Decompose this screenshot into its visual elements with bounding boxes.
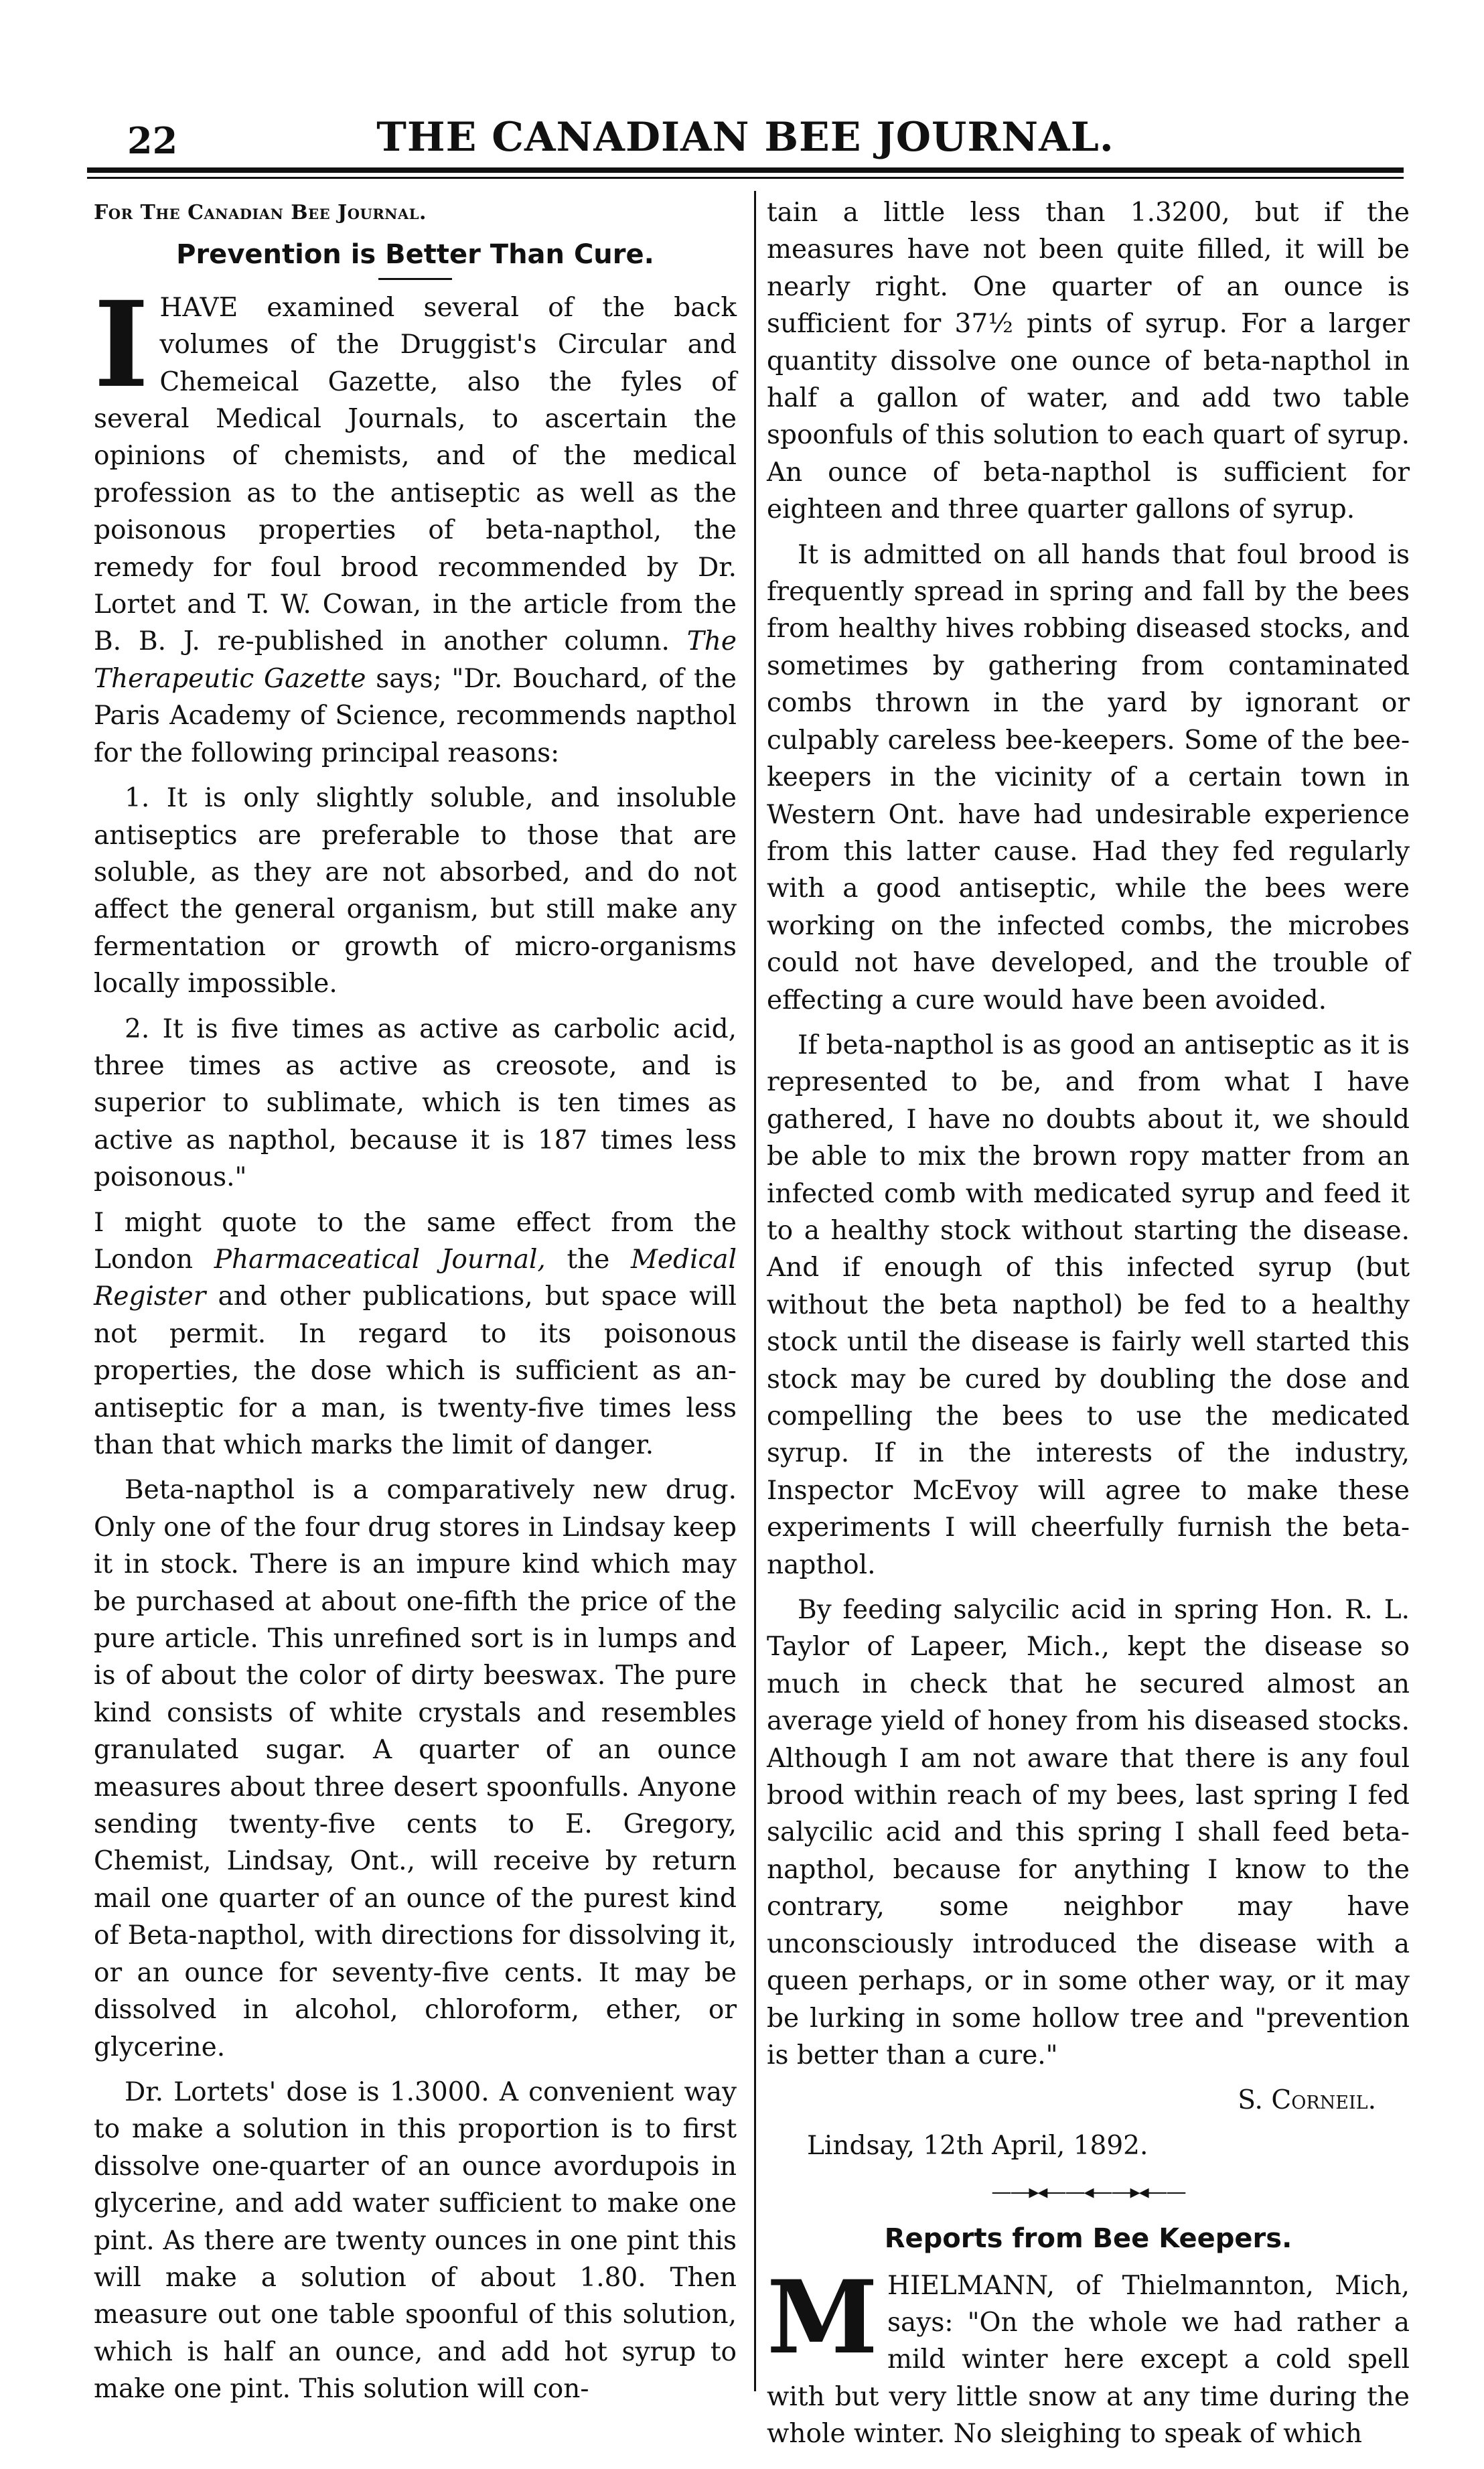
- article-title: Prevention is Better Than Cure.: [176, 239, 654, 271]
- column-divider: [754, 191, 756, 2391]
- salycilic-paragraph: By feeding salycilic acid in spring Hon. R. L. Taylor of Lapeer, Mich., kept the disease so much in check that he secured almost an average yield of honey from his diseased stocks. Although I am not aware that there is any foul brood within reach of my bees, last spring I fed salycilic acid and this spring I shall feed beta-napthol, because for anything I know to the contrary, some neighbor may have unconsciously introduced the disease with a queen perhaps, or in some other way, or it may be lurking in some hollow tree and "prevention is better than a cure.": [767, 1595, 1410, 2070]
- point-one: 1. It is only slightly soluble, and insoluble antiseptics are preferable to those that are soluble, as they are not absorbed, and do not affect the general organism, but still make any fermentation or growth of micro-organisms locally impossible.: [94, 783, 737, 999]
- left-column: [94, 194, 737, 2416]
- intro-tail: says; "Dr. Bouchard, of the Paris Academy of Science, recommends napthol for the following principal reasons:: [94, 663, 737, 768]
- header-rule-thin: [87, 177, 1404, 179]
- page-number: 22: [127, 119, 178, 162]
- drop-cap-i: I: [94, 275, 149, 414]
- quote-b: the: [567, 1244, 610, 1275]
- report-text: HIELMANN, of Thielmannton, Mich, says: "On the whole we had rather a mild winter here except a cold spell with but very little snow at any time during the whole winter. No sleighing to speak of which: [767, 2270, 1410, 2450]
- dateline: Lindsay, 12th April, 1892.: [807, 2130, 1148, 2161]
- header-rule-thick: [87, 167, 1404, 173]
- quote-paragraph: [94, 1204, 737, 1464]
- continuation-paragraph: tain a little less than 1.3200, but if the measures have not been quite filled, it will be nearly right. One quarter of an ounce is sufficient for 37½ pints of syrup. For a larger quantity dissolve one ounce of beta-napthol in half a gallon of water, and add two table spoonfuls of this solution to each quart of syrup. An ounce of beta-napthol is sufficient for eighteen and three quarter gallons of syrup.: [767, 198, 1410, 525]
- quote-a: I might quote to the same effect from the London: [94, 1207, 737, 1275]
- beta-napthol-paragraph: Beta-napthol is a comparatively new drug. Only one of the four drug stores in Lindsay keep it in stock. There is an impure kind which may be purchased at about one-fifth the price of the pure article. This unrefined sort is in lumps and is of about the color of dirty beeswax. The pure kind consists of white crystals and resembles granulated sugar. A quarter of an ounce measures about three desert spoonfulls. Anyone sending twenty-five cents to E. Gregory, Chemist, Lindsay, Ont., will receive by return mail one quarter of an ounce of the purest kind of Beta-napthol, with directions for dissolving it, or an ounce for seventy-five cents. It may be dissolved in alcohol, chloroform, ether, or glycerine.: [94, 1475, 737, 2062]
- drop-cap-m: M: [767, 2258, 879, 2377]
- dose-paragraph: Dr. Lortets' dose is 1.3000. A convenient way to make a solution in this proportion is to first dissolve one-quarter of an ounce avordupois in glycerine, and add water sufficient to make one pint. As there are twenty ounces in one pint this will make a solution of about 1.80. Then measure out one table spoonful of this solution, which is half an ounce, and add hot syrup to make one pint. This solution will con-: [94, 2076, 737, 2405]
- report-paragraph: [767, 2258, 1410, 2453]
- page-header: [87, 114, 1404, 167]
- reports-title: Reports from Bee Keepers.: [884, 2223, 1292, 2255]
- quote-c: and other publications, but space will not permit. In regard to its poisonous properties, the dose which is sufficient as an- antiseptic for a man, is twenty-five times less than that which marks the limit of danger.: [94, 1281, 737, 1460]
- right-column: [767, 194, 1410, 2461]
- journal-title: THE CANADIAN BEE JOURNAL.: [376, 114, 1114, 161]
- for-line: For The Canadian Bee Journal.: [94, 201, 427, 224]
- quote-italic-2: Medical Register: [94, 1244, 737, 1312]
- intro-text: HAVE examined several of the back volumes of the Druggist's Circular and Chemeical Gazette, also the fyles of several Medical Journals, to ascertain the opinions of chemists, and of the medical profession as to the antiseptic as well as the poisonous properties of beta-napthol, the remedy for foul brood recommended by Dr. Lortet and T. W. Cowan, in the article from the B. B. J. re-published in another column.: [94, 292, 737, 657]
- point-two: 2. It is five times as active as carbolic acid, three times as active as creosote, and is superior to sublimate, which is ten times as active as napthol, because it is 187 times less poisonous.": [94, 1013, 737, 1193]
- title-rule: [378, 278, 452, 280]
- experiment-paragraph: If beta-napthol is as good an antiseptic as it is represented to be, and from what I have gathered, I have no doubts about it, we should be able to mix the brown ropy matter from an infected comb with medicated syrup and feed it to a healthy stock without starting the disease. And if enough of this infected syrup (but without the beta napthol) be fed to a healthy stock until the disease is fairly well started this stock may be cured by doubling the dose and compelling the bees to use the medicated syrup. If in the interests of the industry, Inspector McEvoy will agree to make these experiments I will cheerfully furnish the beta-napthol.: [767, 1030, 1410, 1580]
- signature: S. Corneil.: [1238, 2085, 1376, 2116]
- foul-brood-paragraph: It is admitted on all hands that foul brood is frequently spread in spring and fall by the bees from healthy hives robbing diseased stocks, and sometimes by gathering from contaminated combs thrown in the yard by ignorant or culpably careless bee-keepers. Some of the bee-keepers in the vicinity of a certain town in Western Ont. have had undesirable experience from this latter cause. Had they fed regularly with a good antiseptic, while the bees were working on the infected combs, the microbes could not have developed, and the trouble of effecting a cure would have been avoided.: [767, 539, 1410, 1015]
- intro-paragraph: [94, 275, 737, 772]
- intro-italic: The Therapeutic Gazette: [94, 626, 737, 694]
- quote-italic-1: Pharmaceatical Journal,: [214, 1244, 546, 1275]
- ornament-divider: ——▸◂——◂——▸◂——: [991, 2180, 1185, 2204]
